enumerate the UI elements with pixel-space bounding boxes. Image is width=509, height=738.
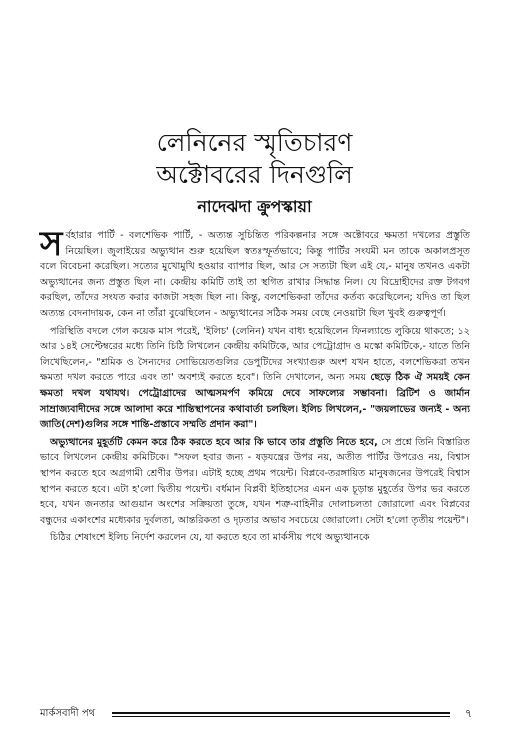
paragraph-2-bold-text: ছেড়ে ঠিক ঐ সময়ই কেন ক্ষমতা দখল যথাযথ। পেট্রোগ্রাদের আত্মসমর্পণ কমিয়ে দেবে সাফল্যের সম্ভাবনা। ব্রিটিশ ও জার্মান সাম্রাজ্যবাদীদের সঙ্গে আলাদা করে শান্তিস্থাপনের কথাবার্তা চলছিল। ইলিচ লিখলেন,- "জয়লাভের জন্যই - অন্য জাতি(দেশ)গুলির সঙ্গে শান্তি-প্রস্তাবে সম্মতি প্রদান করা"। — [40, 372, 470, 431]
footer-rule-thin — [112, 716, 450, 717]
paragraph-3-text: সে প্রশ্নে তিনি বিস্তারিত ভাবে লিখলেন কেন্দ্রীয় কমিটিকে। "সফল হবার জন্য - ষড়যন্ত্রের উপর নয়, অতীত পার্টির উপরেও নয়, বিশ্বাস স্থাপন করতে হবে অগ্রগামী শ্রেণীর উপর। এটাই হচ্ছে প্রথম পয়েন্ট। বিপ্লবে-তরঙ্গায়িত মানুষজনের উপরেই বিশ্বাস স্থাপন করতে হবে। এটা হ'লো দ্বিতীয় পয়েন্ট। বর্ধমান বিপ্লবী ইতিহাসের এমন এক চূড়ান্ত মুহূর্তের উপর ভর করতে হবে, যখন জনতার আগুয়ান অংশের সক্রিয়তা তুঙ্গে, যখন শত্রু-বাহিনীর দোলাচলতা জোরালো এবং বিপ্লবের বন্ধুদের একাংশের মধ্যেকার দুর্বলতা, আন্তরিকতা ও দৃঢ়তার অভাব সবচেয়ে জোরালো। সেটা হ'লো তৃতীয় পয়েন্ট"। — [40, 436, 470, 526]
article-body — [40, 224, 470, 548]
paragraph-3-bold-lead: অভ্যুত্থানের মুহূর্তটি কেমন করে ঠিক করতে হবে আর কি ভাবে তার প্রস্তুতি নিতে হবে, — [50, 436, 378, 448]
article-author: নাদেঝদা ক্রুপস্কায়া — [197, 197, 312, 216]
paragraph-4-text: চিঠির শেষাংশে ইলিচ নির্দেশ করলেন যে, যা করতে হবে তা মার্কসীয় পথে অভ্যুত্থানকে — [50, 532, 370, 544]
paragraph-2-text: পরিস্থিতি বদলে গেল কয়েক মাস পরেই, 'ইলিচ' (লেনিন) যখন বাধ্য হয়েছিলেন ফিনল্যান্ডে লুকিয়ে থাকতে; ১২ আর ১৪ই সেপ্টেম্বরের মধ্যে তিনি চিঠি লিখলেন কেন্দ্রীয় কমিটিকে, আর পেট্রোগ্রাদ ও মস্কো কমিটিকে,- যাতে তিনি লিখেছিলেন,- "শ্রমিক ও সৈন্যদের সোভিয়েতগুলির ডেপুটিদের সংখ্যাগুরু অংশ যখন হাতে, বলশেভিকরা তখন ক্ষমতা দখল করতে পারে এবং তা' অবশ্যই করতে হবে"। তিনি দেখালেন, অন্য সময় — [40, 325, 470, 384]
paragraph-4 — [40, 530, 470, 546]
paragraph-1 — [40, 224, 470, 322]
page-footer — [40, 706, 472, 722]
paragraph-2 — [40, 324, 470, 433]
article-title-line-1: লেনিনের স্মৃতিচারণ — [156, 128, 353, 157]
page-number: ৭ — [464, 707, 472, 720]
footer-rule — [112, 712, 450, 714]
paragraph-1-text: র্বহারার পার্টি - বলশেভিক পার্টি, - অত্যন্ত সুচিন্তিত পরিকল্পনার সঙ্গে অক্টোবরে ক্ষমতা দখলের প্রস্তুতি নিয়েছিল। জুলাইয়ের অভ্যুত্থান শুরু হয়েছিল স্বতঃস্ফূর্তভাবে; কিন্তু পার্টির সংযমী মন তাকে অকালপ্রসূত বলে বিবেচনা করেছিল। সত্যের মুখোমুখি হওয়ার ব্যাপার ছিল, আর সে সত্যটা ছিল এই যে,- মানুষ তখনও একটা অভ্যুত্থানের জন্য প্রস্তুত ছিল না। কেন্দ্রীয় কমিটি তাই তা স্থগিত রাখার সিদ্ধান্ত নিল। যে বিদ্রোহীদের রক্ত টগবগ করছিল, তাঁদের সংযত করার কাজটা সহজ ছিল না। কিন্তু, বলশেভিকরা তাঁদের কর্তব্য করেছিলেন; যদিও তা ছিল অত্যন্ত বেদনাদায়ক, কেন না তাঁরা বুঝেছিলেন - অভ্যুত্থানের সঠিক সময় বেছে নেওয়াটা ছিল খুবই গুরুত্বপূর্ণ। — [40, 230, 470, 319]
publication-name: মার্কসবাদী পথ — [40, 708, 96, 719]
drop-cap: স — [40, 224, 63, 264]
paragraph-3 — [40, 435, 470, 529]
article-title-line-2: অক্টোবরের দিনগুলি — [156, 160, 353, 189]
